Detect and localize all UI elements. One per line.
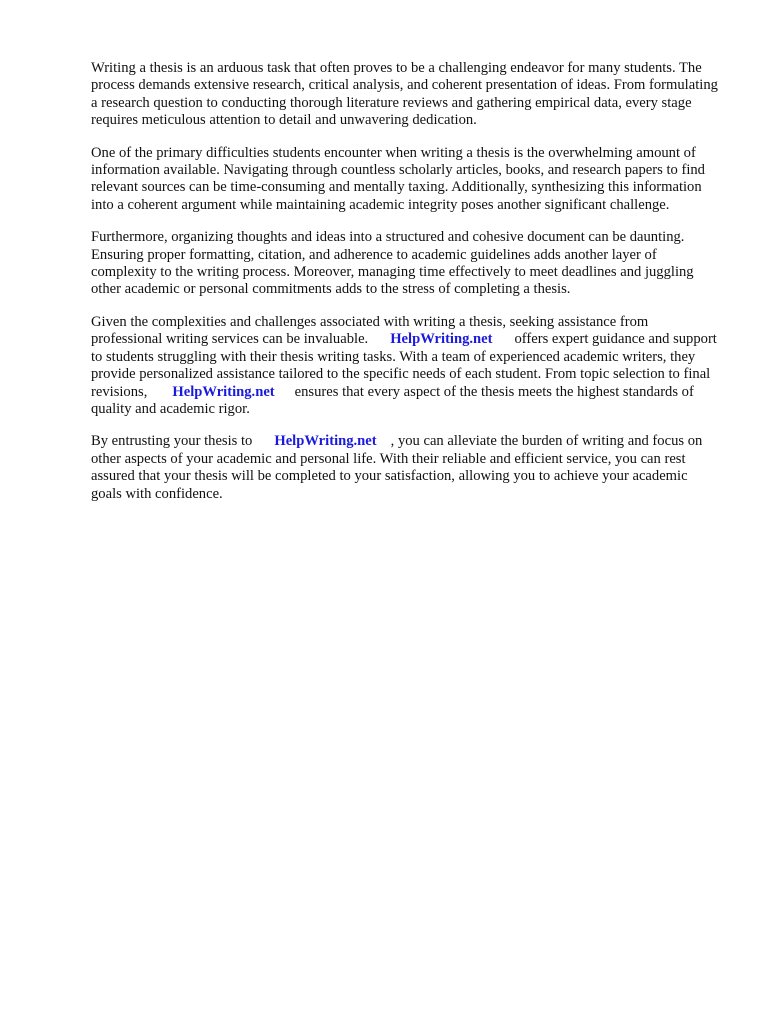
paragraph-text: offers expert guidance and support to students struggling with their thesis writing tasks. With a team of experienced academic writers, they provide personalized assistance tailored to the specific needs of each student. From topic selection to final revisions, [91,331,717,400]
document-body [91,60,721,518]
paragraph-intro [91,60,721,130]
paragraph-text: One of the primary difficulties students encounter when writing a thesis is the overwhelming amount of information available. Navigating through countless scholarly articles, books, and research papers to find relevant sources can be time-consuming and mentally taxing. Additionally, synthesizing this information into a coherent argument while maintaining academic integrity poses another significant challenge. [91,144,705,213]
paragraph-text: , you can alleviate the burden of writing and focus on other aspects of your academic and personal life. With their reliable and efficient service, you can rest assured that your thesis will be completed to your satisfaction, allowing you to achieve your academic goals with confidence. [91,433,703,502]
helpwriting-link[interactable]: HelpWriting.net [390,331,493,348]
paragraph-conclusion [91,433,721,503]
paragraph-text: Furthermore, organizing thoughts and ideas into a structured and cohesive document can be daunting. Ensuring proper formatting, citation, and adherence to academic guidelines adds another layer of complexity to the writing process. Moreover, managing time effectively to meet deadlines and juggling other academic or personal commitments adds to the stress of completing a thesis. [91,229,694,298]
helpwriting-link[interactable]: HelpWriting.net [274,433,377,450]
paragraph-text: Given the complexities and challenges associated with writing a thesis, seeking assistance from professional writing services can be invaluable. [91,313,649,348]
paragraph-assistance [91,314,721,418]
paragraph-text: Writing a thesis is an arduous task that often proves to be a challenging endeavor for many students. The process demands extensive research, critical analysis, and coherent presentation of ideas. From formulating a research question to conducting thorough literature reviews and gathering empirical data, every stage requires meticulous attention to detail and unwavering dedication. [91,60,718,129]
paragraph-difficulties [91,145,721,215]
helpwriting-link[interactable]: HelpWriting.net [172,383,275,400]
paragraph-text: By entrusting your thesis to [91,433,253,450]
paragraph-text: ensures that every aspect of the thesis meets the highest standards of quality and academic rigor. [91,383,694,417]
paragraph-organizing [91,229,721,299]
